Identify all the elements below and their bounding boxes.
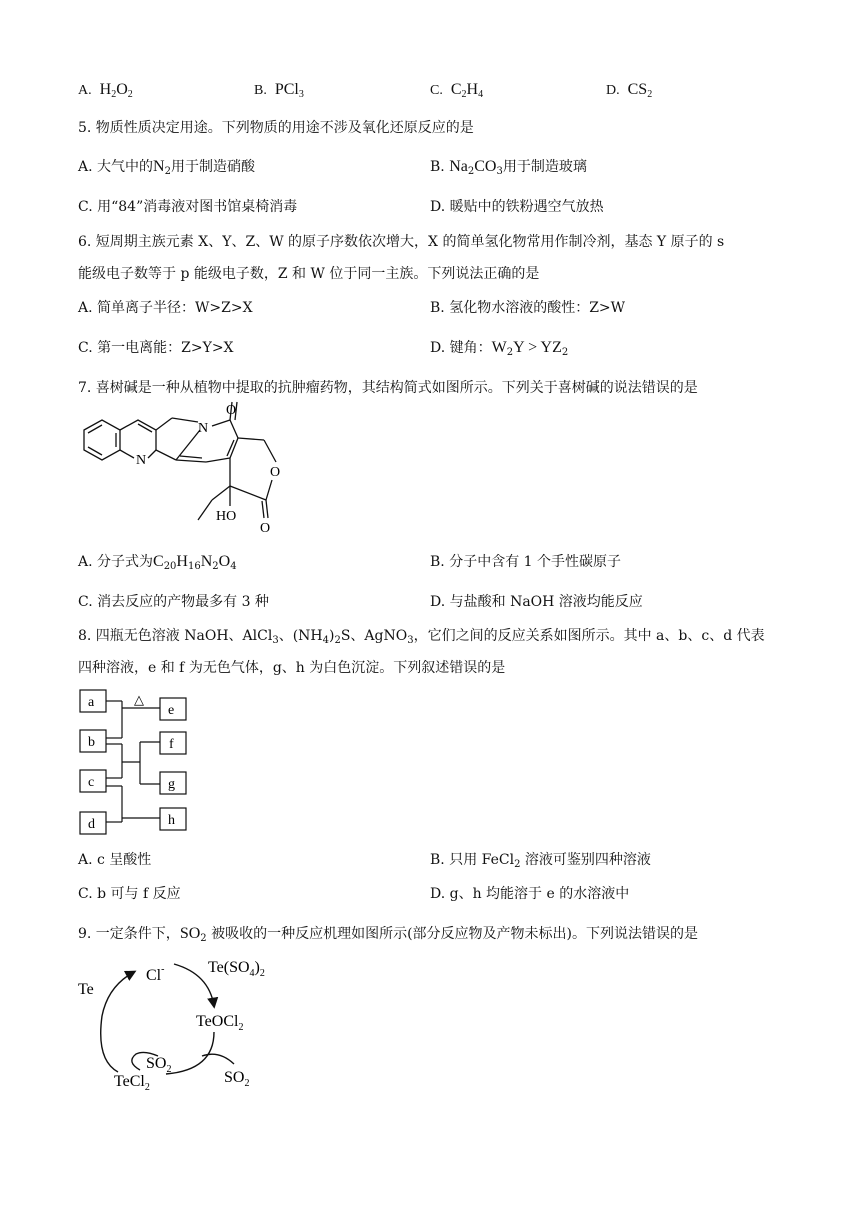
struct-o-bottom: O xyxy=(260,521,271,536)
q4-option-b: B. PCl$_3$ xyxy=(254,81,304,100)
q6-option-b: B. 氢化物水溶液的酸性：Z>W xyxy=(430,300,626,316)
box-h: h xyxy=(168,813,175,828)
q5-option-c: C. 用“84”消毒液对图书馆桌椅消毒 xyxy=(78,199,298,215)
q4-option-d: D. $CS_2$ xyxy=(606,81,653,100)
struct-n-quinoline: N xyxy=(136,453,147,468)
heat-symbol: △ xyxy=(134,692,144,707)
q8-stem-line2: 四种溶液，e 和 f 为无色气体，g、h 为白色沉淀。下列叙述错误的是 xyxy=(78,660,506,676)
struct-n-ring: N xyxy=(198,421,209,436)
cycle-cl-ion: Cl- xyxy=(146,964,165,984)
q7-option-c: C. 消去反应的产物最多有 3 种 xyxy=(78,594,269,610)
cycle-teocl2: TeOCl$_2$ xyxy=(196,1013,244,1033)
q6-option-d: D. 键角：$W_2Y > YZ_2$ xyxy=(430,339,569,358)
q8-option-b: B. 只用 FeCl$_2$ 溶液可鉴别四种溶液 xyxy=(430,852,651,870)
q6-option-a: A. 简单离子半径：W>Z>X xyxy=(78,300,253,316)
box-e: e xyxy=(168,703,175,718)
q5-option-a: A. 大气中的$N_2$用于制造硝酸 xyxy=(78,158,255,177)
q7-stem: 7. 喜树碱是一种从植物中提取的抗肿瘤药物，其结构简式如图所示。下列关于喜树碱的说法错误的是 xyxy=(78,380,698,396)
q5-stem: 5. 物质性质决定用途。下列物质的用途不涉及氧化还原反应的是 xyxy=(78,120,474,136)
struct-o-ring: O xyxy=(270,465,281,480)
struct-ho: HO xyxy=(216,509,237,524)
cycle-te: Te xyxy=(78,981,94,998)
q5-option-b: B. $Na_2CO_3$用于制造玻璃 xyxy=(430,158,587,177)
q7-option-a: A. 分子式为$C_{20}H_{16}N_2O_4$ xyxy=(78,553,237,572)
camptothecin-structure xyxy=(72,400,312,550)
q6-stem-line1: 6. 短周期主族元素 X、Y、Z、W 的原子序数依次增大，X 的简单氢化物常用作制冷剂，基态 Y 原子的 s xyxy=(78,234,725,250)
box-d: d xyxy=(88,817,95,832)
q4-option-a: A. $H_2O_2$ xyxy=(78,81,133,100)
q7-option-d: D. 与盐酸和 NaOH 溶液均能反应 xyxy=(430,594,643,610)
q8-option-a: A. c 呈酸性 xyxy=(78,852,152,868)
q8-option-c: C. b 可与 f 反应 xyxy=(78,886,181,902)
q7-option-b: B. 分子中含有 1 个手性碳原子 xyxy=(430,554,621,570)
box-c: c xyxy=(88,775,95,790)
cycle-te-so4: $Te(SO_4)_2$ xyxy=(208,959,265,979)
box-g: g xyxy=(168,777,175,792)
so2-absorption-cycle-diagram xyxy=(74,950,274,1090)
box-a: a xyxy=(88,695,95,710)
reaction-relation-diagram xyxy=(78,688,198,838)
q8-stem-line1: 8. 四瓶无色溶液 NaOH、AlCl$_3$、$(NH_4)_2S$、AgNO$_3$，它们之间的反应关系如图所示。其中 a、b、c、d 代表 xyxy=(78,628,765,646)
q9-stem: 9. 一定条件下，$SO_2$ 被吸收的一种反应机理如图所示(部分反应物及产物未标出)。下列说法错误的是 xyxy=(78,925,699,944)
box-f: f xyxy=(169,737,174,752)
q6-stem-line2: 能级电子数等于 p 能级电子数，Z 和 W 位于同一主族。下列说法正确的是 xyxy=(78,266,540,282)
struct-o-top: O xyxy=(226,403,237,418)
cycle-so2-in: $SO_2$ xyxy=(224,1069,250,1089)
q6-option-c: C. 第一电离能：Z>Y>X xyxy=(78,340,234,356)
q5-option-d: D. 暖贴中的铁粉遇空气放热 xyxy=(430,199,604,215)
box-b: b xyxy=(88,735,95,750)
q8-option-d: D. g、h 均能溶于 e 的水溶液中 xyxy=(430,886,630,902)
cycle-so2-out: $SO_2$ xyxy=(146,1055,172,1075)
cycle-tecl2: TeCl$_2$ xyxy=(114,1073,150,1090)
q4-option-c: C. $C_2H_4$ xyxy=(430,81,484,100)
